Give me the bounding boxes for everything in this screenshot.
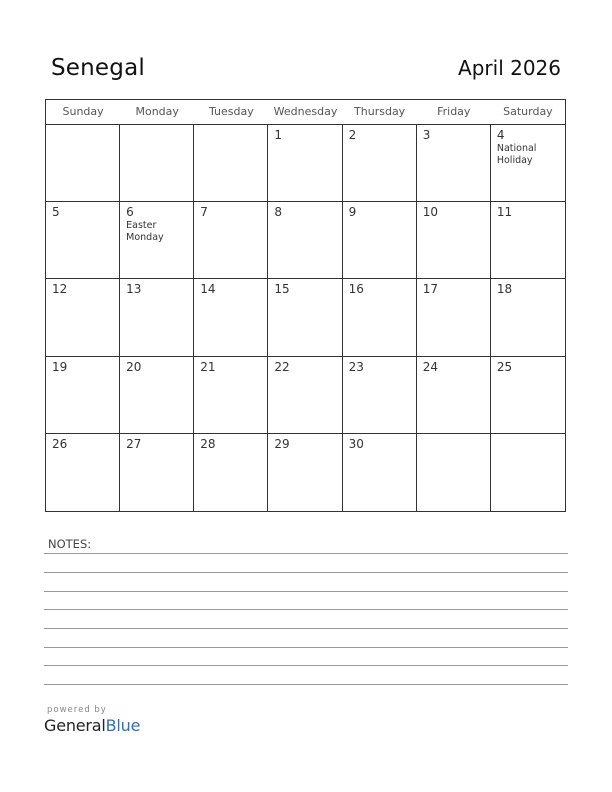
weekday-monday: Monday — [135, 105, 179, 118]
holiday-label: Easter Monday — [126, 220, 164, 244]
week-row — [46, 279, 565, 356]
day-number: 15 — [274, 282, 290, 297]
day-cell — [491, 202, 565, 278]
note-line — [44, 591, 568, 592]
day-cell — [120, 434, 194, 511]
day-cell — [46, 357, 120, 433]
day-cell — [194, 125, 268, 201]
day-number: 20 — [126, 359, 142, 374]
note-line — [44, 609, 568, 610]
day-cell — [194, 357, 268, 433]
day-number: 3 — [422, 128, 431, 142]
day-cell — [491, 279, 565, 355]
weekday-friday: Friday — [437, 105, 471, 118]
generalblue-logo[interactable] — [44, 716, 140, 735]
holiday-label: National Holiday — [496, 143, 537, 166]
day-cell — [343, 434, 417, 511]
day-cell — [46, 434, 120, 511]
week-row — [46, 434, 565, 511]
weekday-saturday: Saturday — [503, 105, 553, 118]
day-cell — [417, 125, 491, 201]
day-number: 6 — [126, 205, 134, 220]
note-line — [44, 684, 568, 685]
day-cell — [194, 202, 268, 278]
notes-label: NOTES: — [48, 537, 92, 551]
weekday-thursday: Thursday — [354, 105, 406, 118]
day-cell — [194, 279, 268, 355]
weekday-wednesday: Wednesday — [273, 105, 338, 118]
day-number: 21 — [200, 359, 216, 374]
day-number: 25 — [496, 359, 513, 374]
note-line — [44, 628, 568, 629]
day-cell — [194, 434, 268, 511]
day-cell — [120, 279, 194, 355]
day-cell — [120, 202, 194, 278]
day-number: 23 — [348, 359, 364, 374]
day-cell — [46, 279, 120, 355]
week-row — [46, 125, 565, 202]
day-cell — [343, 125, 417, 201]
note-line — [44, 553, 568, 554]
day-number: 27 — [126, 436, 142, 451]
note-line — [44, 665, 568, 666]
day-number: 12 — [52, 282, 68, 297]
day-cell — [491, 125, 565, 201]
day-number: 11 — [496, 205, 513, 220]
month-title: April 2026 — [458, 56, 561, 80]
day-number: 17 — [422, 282, 438, 297]
day-cell — [268, 125, 342, 201]
note-line — [44, 647, 568, 648]
day-number: 16 — [348, 282, 364, 297]
weekday-sunday: Sunday — [62, 105, 104, 118]
day-number: 22 — [274, 359, 290, 374]
day-number: 8 — [274, 205, 283, 220]
day-cell — [417, 202, 491, 278]
week-row — [46, 202, 565, 279]
day-cell — [268, 202, 342, 278]
note-line — [44, 572, 568, 573]
brand-general: General — [44, 716, 106, 735]
day-cell — [120, 357, 194, 433]
day-cell — [343, 357, 417, 433]
day-number: 19 — [52, 359, 68, 374]
day-number: 1 — [274, 128, 283, 142]
day-cell — [46, 202, 120, 278]
day-number: 14 — [200, 282, 216, 297]
day-cell — [491, 357, 565, 433]
day-cell — [417, 434, 491, 511]
week-row — [46, 357, 565, 434]
day-number: 4 — [496, 128, 505, 142]
day-number: 10 — [422, 205, 438, 220]
weekday-header-row — [46, 100, 565, 125]
day-number: 9 — [348, 205, 357, 220]
day-number: 28 — [200, 436, 216, 451]
day-cell — [417, 357, 491, 433]
day-number: 18 — [496, 282, 513, 297]
powered-by-text: powered by — [47, 705, 107, 715]
day-cell — [268, 357, 342, 433]
day-cell — [46, 125, 120, 201]
day-cell — [343, 279, 417, 355]
day-number: 5 — [52, 205, 60, 220]
day-cell — [417, 279, 491, 355]
day-number: 7 — [200, 205, 208, 220]
day-cell — [120, 125, 194, 201]
day-number: 30 — [348, 436, 364, 451]
day-cell — [343, 202, 417, 278]
day-number: 26 — [52, 436, 68, 451]
weekday-tuesday: Tuesday — [208, 105, 254, 118]
brand-blue: Blue — [105, 716, 141, 735]
day-cell — [268, 434, 342, 511]
day-cell — [268, 279, 342, 355]
weeks-container — [46, 125, 565, 511]
country-title: Senegal — [51, 55, 145, 81]
day-number: 24 — [422, 359, 438, 374]
day-number: 2 — [348, 128, 357, 142]
calendar-grid — [45, 99, 566, 512]
day-cell — [491, 434, 565, 511]
day-number: 13 — [126, 282, 142, 297]
day-number: 29 — [274, 436, 290, 451]
